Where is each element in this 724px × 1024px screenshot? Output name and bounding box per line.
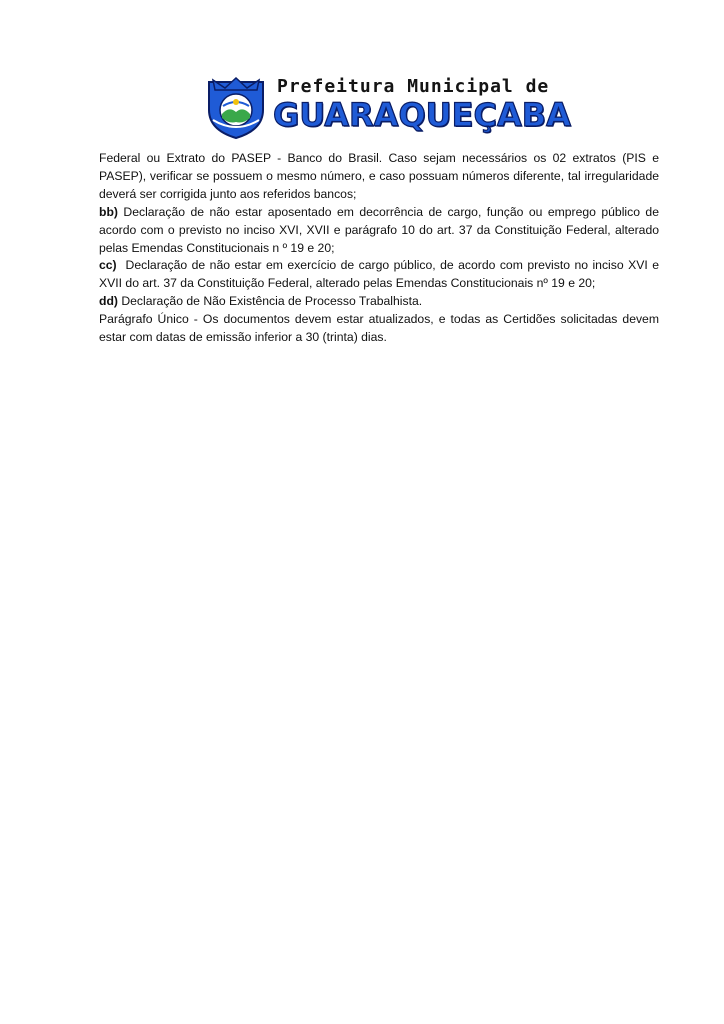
paragraph-text: Declaração de não estar em exercício de cargo público, de acordo com previsto no inciso XVI e XVII do art. 37 da Constituição Federal, alterado pelas Emendas Constitucionais nº 19 e 20; — [99, 258, 663, 291]
paragraph-text: Parágrafo Único - Os documentos devem estar atualizados, e todas as Certidões solicitadas devem estar com datas de emissão inferior a 30 (trinta) dias. — [99, 312, 659, 345]
paragraph-dd — [99, 293, 659, 311]
paragraph-federal-pasep — [99, 150, 659, 204]
paragraph-unico — [99, 311, 659, 347]
item-label-cc: cc) — [99, 258, 117, 273]
paragraph-text: Declaração de Não Existência de Processo Trabalhista. — [117, 294, 423, 309]
letterhead — [203, 74, 571, 140]
paragraph-bb — [99, 204, 659, 258]
municipal-crest-icon — [203, 76, 269, 140]
header-line-1: Prefeitura Municipal de — [277, 76, 550, 97]
item-label-bb: bb) — [99, 204, 118, 219]
item-label-dd: dd) — [99, 294, 118, 309]
paragraph-text: Declaração de não estar aposentado em decorrência de cargo, função ou emprego público de acordo com o previsto no inciso XVI, XVII e parágrafo 10 do art. 37 da Constituição Federal, alterado pelas Emendas Constitucionais n º 19 e 20; — [99, 204, 659, 255]
header-line-2: GUARAQUEÇABA — [273, 96, 571, 134]
paragraph-text: Federal ou Extrato do PASEP - Banco do Brasil. Caso sejam necessários os 02 extratos (PIS e PASEP), verificar se possuem o mesmo número, e caso possuam números diferente, tal irregularidade deverá ser corrigida junto aos referidos bancos; — [99, 151, 659, 201]
paragraph-cc — [99, 257, 663, 293]
document-body — [99, 150, 663, 347]
